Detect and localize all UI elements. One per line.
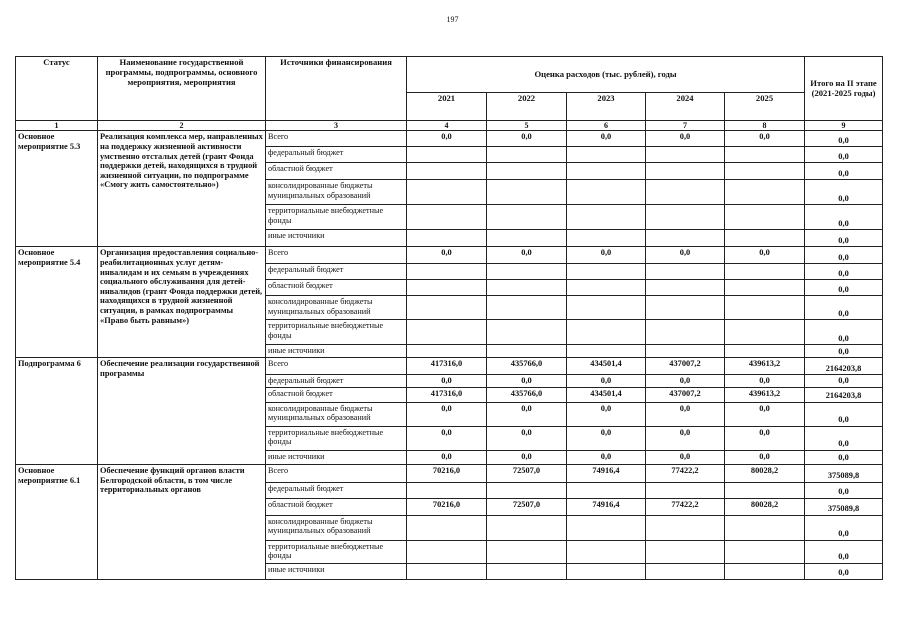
funding-source: консолидированные бюджеты муниципальных образований	[266, 296, 407, 320]
value-cell: 0,0	[646, 402, 725, 426]
header-year: 2023	[567, 93, 646, 121]
funding-source: территориальные внебюджетные фонды	[266, 540, 407, 563]
value-cell	[646, 163, 725, 180]
column-number: 2	[98, 121, 266, 131]
value-cell	[487, 320, 567, 345]
value-cell	[407, 163, 487, 180]
value-cell	[407, 296, 487, 320]
value-cell: 435766,0	[487, 387, 567, 402]
funding-source: Всего	[266, 358, 407, 375]
total-cell: 0,0	[805, 205, 883, 230]
total-cell: 2164203,8	[805, 358, 883, 375]
value-cell	[487, 540, 567, 563]
value-cell	[646, 563, 725, 579]
funding-source: территориальные внебюджетные фонды	[266, 205, 407, 230]
header-year: 2024	[646, 93, 725, 121]
value-cell	[646, 345, 725, 358]
value-cell	[646, 147, 725, 163]
value-cell	[407, 180, 487, 205]
total-cell: 0,0	[805, 540, 883, 563]
value-cell: 72507,0	[487, 498, 567, 515]
value-cell: 0,0	[407, 375, 487, 388]
table-row	[16, 247, 883, 264]
value-cell: 77422,2	[646, 464, 725, 482]
funding-source: консолидированные бюджеты муниципальных образований	[266, 180, 407, 205]
column-number: 5	[487, 121, 567, 131]
value-cell: 434501,4	[567, 387, 646, 402]
value-cell	[567, 280, 646, 296]
total-cell: 0,0	[805, 563, 883, 579]
column-number: 3	[266, 121, 407, 131]
funding-source: областной бюджет	[266, 498, 407, 515]
value-cell	[725, 163, 805, 180]
value-cell: 0,0	[725, 375, 805, 388]
value-cell	[407, 320, 487, 345]
value-cell	[646, 264, 725, 280]
value-cell	[725, 563, 805, 579]
value-cell	[407, 280, 487, 296]
value-cell: 0,0	[407, 402, 487, 426]
total-cell: 0,0	[805, 515, 883, 540]
total-cell: 0,0	[805, 131, 883, 147]
value-cell	[646, 320, 725, 345]
value-cell	[646, 280, 725, 296]
value-cell: 0,0	[725, 450, 805, 464]
funding-source: федеральный бюджет	[266, 375, 407, 388]
page-number: 197	[446, 15, 459, 24]
value-cell: 0,0	[407, 247, 487, 264]
header-total: Итого на II этапе (2021-2025 годы)	[805, 57, 883, 121]
row-name: Обеспечение реализации государственной программы	[98, 358, 266, 465]
value-cell: 80028,2	[725, 464, 805, 482]
total-cell: 0,0	[805, 147, 883, 163]
header-year: 2021	[407, 93, 487, 121]
funding-source: федеральный бюджет	[266, 482, 407, 498]
value-cell: 0,0	[646, 426, 725, 450]
value-cell	[567, 296, 646, 320]
value-cell: 74916,4	[567, 464, 646, 482]
value-cell: 0,0	[725, 131, 805, 147]
header-status: Статус	[16, 57, 98, 121]
header-sources: Источники финансирования	[266, 57, 407, 121]
value-cell	[487, 205, 567, 230]
total-cell: 0,0	[805, 280, 883, 296]
value-cell	[646, 180, 725, 205]
funding-source: федеральный бюджет	[266, 147, 407, 163]
total-cell: 2164203,8	[805, 387, 883, 402]
value-cell	[567, 515, 646, 540]
value-cell	[646, 482, 725, 498]
total-cell: 0,0	[805, 426, 883, 450]
value-cell	[725, 345, 805, 358]
value-cell	[407, 515, 487, 540]
value-cell	[567, 320, 646, 345]
value-cell	[646, 205, 725, 230]
value-cell	[567, 563, 646, 579]
value-cell	[407, 540, 487, 563]
funding-source: областной бюджет	[266, 280, 407, 296]
value-cell	[567, 345, 646, 358]
total-cell: 0,0	[805, 296, 883, 320]
total-cell: 0,0	[805, 247, 883, 264]
value-cell	[725, 280, 805, 296]
row-status: Подпрограмма 6	[16, 358, 98, 465]
value-cell: 0,0	[567, 450, 646, 464]
value-cell: 435766,0	[487, 358, 567, 375]
value-cell	[407, 563, 487, 579]
value-cell	[567, 205, 646, 230]
value-cell	[725, 320, 805, 345]
value-cell	[725, 482, 805, 498]
value-cell: 0,0	[567, 131, 646, 147]
total-cell: 0,0	[805, 450, 883, 464]
value-cell	[567, 264, 646, 280]
total-cell: 0,0	[805, 320, 883, 345]
value-cell: 0,0	[487, 131, 567, 147]
funding-source: областной бюджет	[266, 387, 407, 402]
value-cell	[725, 230, 805, 247]
header-year: 2025	[725, 93, 805, 121]
value-cell	[725, 205, 805, 230]
value-cell	[407, 345, 487, 358]
value-cell: 72507,0	[487, 464, 567, 482]
table-row	[16, 358, 883, 375]
value-cell	[487, 563, 567, 579]
column-number: 9	[805, 121, 883, 131]
value-cell: 417316,0	[407, 387, 487, 402]
value-cell	[487, 163, 567, 180]
value-cell: 0,0	[487, 375, 567, 388]
header-estimate: Оценка расходов (тыс. рублей), годы	[407, 57, 805, 93]
value-cell	[487, 264, 567, 280]
total-cell: 0,0	[805, 482, 883, 498]
budget-table	[15, 56, 883, 580]
row-name: Обеспечение функций органов власти Белгородской области, в том числе территориальных органов	[98, 464, 266, 579]
row-status: Основное мероприятие 6.1	[16, 464, 98, 579]
value-cell: 74916,4	[567, 498, 646, 515]
value-cell	[567, 230, 646, 247]
total-cell: 375089,8	[805, 464, 883, 482]
value-cell	[725, 147, 805, 163]
funding-source: областной бюджет	[266, 163, 407, 180]
value-cell: 439613,2	[725, 358, 805, 375]
value-cell	[407, 482, 487, 498]
value-cell: 0,0	[646, 247, 725, 264]
value-cell: 70216,0	[407, 498, 487, 515]
value-cell: 0,0	[407, 131, 487, 147]
funding-source: иные источники	[266, 450, 407, 464]
value-cell: 0,0	[725, 402, 805, 426]
column-number-row	[16, 121, 883, 131]
value-cell	[646, 296, 725, 320]
value-cell	[407, 264, 487, 280]
funding-source: консолидированные бюджеты муниципальных образований	[266, 515, 407, 540]
column-number: 1	[16, 121, 98, 131]
value-cell: 0,0	[725, 247, 805, 264]
value-cell	[725, 180, 805, 205]
value-cell: 437007,2	[646, 387, 725, 402]
value-cell: 434501,4	[567, 358, 646, 375]
value-cell	[725, 515, 805, 540]
value-cell: 0,0	[487, 247, 567, 264]
value-cell	[567, 482, 646, 498]
value-cell	[487, 180, 567, 205]
row-name: Организация предоставления социально-реабилитационных услуг детям-инвалидам и их семьям в учреждениях социального обслуживания для детей-инвалидов (грант Фонда поддержки детей, находящихся в трудной жизненной ситуации, в рамках подпрограммы «Право быть равным»)	[98, 247, 266, 358]
value-cell	[487, 230, 567, 247]
total-cell: 0,0	[805, 230, 883, 247]
funding-source: территориальные внебюджетные фонды	[266, 426, 407, 450]
value-cell: 0,0	[646, 131, 725, 147]
value-cell: 0,0	[646, 450, 725, 464]
funding-source: Всего	[266, 464, 407, 482]
value-cell	[567, 163, 646, 180]
value-cell: 439613,2	[725, 387, 805, 402]
value-cell	[487, 345, 567, 358]
value-cell: 437007,2	[646, 358, 725, 375]
value-cell	[407, 147, 487, 163]
value-cell	[407, 230, 487, 247]
row-status: Основное мероприятие 5.3	[16, 131, 98, 247]
value-cell: 0,0	[487, 402, 567, 426]
value-cell	[567, 147, 646, 163]
value-cell: 0,0	[407, 450, 487, 464]
value-cell	[407, 205, 487, 230]
funding-source: иные источники	[266, 345, 407, 358]
total-cell: 0,0	[805, 345, 883, 358]
row-name: Реализация комплекса мер, направленных на поддержку жизненной активности умственно отсталых детей (грант Фонда поддержки детей, находящихся в трудной жизненной ситуации, по подпрограмме «Смогу жить самостоятельно»)	[98, 131, 266, 247]
total-cell: 0,0	[805, 163, 883, 180]
table-row	[16, 464, 883, 482]
value-cell: 0,0	[567, 375, 646, 388]
value-cell	[487, 296, 567, 320]
value-cell: 0,0	[646, 375, 725, 388]
funding-source: федеральный бюджет	[266, 264, 407, 280]
value-cell: 0,0	[487, 426, 567, 450]
total-cell: 0,0	[805, 180, 883, 205]
funding-source: иные источники	[266, 563, 407, 579]
value-cell: 80028,2	[725, 498, 805, 515]
funding-source: Всего	[266, 247, 407, 264]
value-cell	[487, 482, 567, 498]
value-cell	[487, 515, 567, 540]
value-cell: 70216,0	[407, 464, 487, 482]
value-cell	[725, 264, 805, 280]
total-cell: 375089,8	[805, 498, 883, 515]
value-cell: 0,0	[407, 426, 487, 450]
value-cell: 417316,0	[407, 358, 487, 375]
column-number: 6	[567, 121, 646, 131]
header-name: Наименование государственной программы, подпрограммы, основного мероприятия, мероприятия	[98, 57, 266, 121]
value-cell: 0,0	[725, 426, 805, 450]
value-cell: 0,0	[567, 247, 646, 264]
total-cell: 0,0	[805, 264, 883, 280]
table-row	[16, 131, 883, 147]
value-cell: 0,0	[567, 402, 646, 426]
value-cell	[567, 180, 646, 205]
column-number: 8	[725, 121, 805, 131]
value-cell	[487, 280, 567, 296]
row-status: Основное мероприятие 5.4	[16, 247, 98, 358]
value-cell	[646, 230, 725, 247]
value-cell	[567, 540, 646, 563]
funding-source: территориальные внебюджетные фонды	[266, 320, 407, 345]
value-cell: 77422,2	[646, 498, 725, 515]
value-cell	[646, 515, 725, 540]
total-cell: 0,0	[805, 375, 883, 388]
total-cell: 0,0	[805, 402, 883, 426]
funding-source: консолидированные бюджеты муниципальных образований	[266, 402, 407, 426]
value-cell	[725, 296, 805, 320]
value-cell	[487, 147, 567, 163]
funding-source: Всего	[266, 131, 407, 147]
value-cell	[646, 540, 725, 563]
value-cell: 0,0	[567, 426, 646, 450]
funding-source: иные источники	[266, 230, 407, 247]
header-year: 2022	[487, 93, 567, 121]
value-cell: 0,0	[487, 450, 567, 464]
column-number: 7	[646, 121, 725, 131]
column-number: 4	[407, 121, 487, 131]
value-cell	[725, 540, 805, 563]
